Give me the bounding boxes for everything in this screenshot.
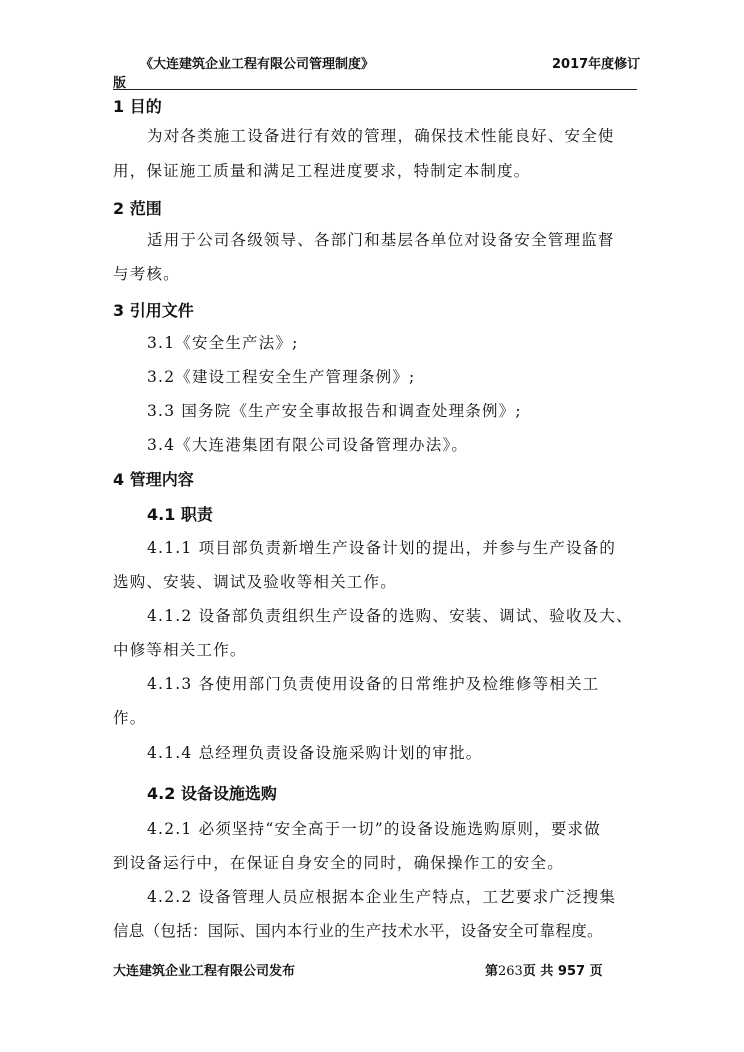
page-mid: 页 共: [522, 964, 554, 979]
paragraph-line: 适用于公司各级领导、各部门和基层各单位对设备安全管理监督: [147, 231, 615, 249]
page-prefix: 第: [485, 964, 499, 979]
paragraph-line: 选购、安装、调试及验收等相关工作。: [113, 573, 397, 591]
paragraph-line: 4.2.1 必须坚持“安全高于一切”的设备设施选购原则，要求做: [147, 820, 601, 838]
section-heading-management: 4 管理内容: [113, 470, 194, 489]
paragraph-line: 4.1.1 项目部负责新增生产设备计划的提出，并参与生产设备的: [147, 539, 617, 557]
header-edition: 2017年度修订: [552, 57, 641, 72]
footer-publisher: 大连建筑企业工程有限公司发布: [113, 964, 296, 979]
paragraph-line: 4.1.4 总经理负责设备设施采购计划的审批。: [147, 744, 483, 762]
paragraph-line: 作。: [113, 709, 147, 727]
reference-item: 3.2《建设工程安全生产管理条例》;: [147, 368, 416, 386]
paragraph-line: 4.2.2 设备管理人员应根据本企业生产特点，工艺要求广泛搜集: [147, 888, 617, 906]
footer-page-number: [485, 960, 603, 979]
reference-item: 3.3 国务院《生产安全事故报告和调查处理条例》;: [147, 402, 522, 420]
subsection-heading-duties: 4.1 职责: [147, 505, 213, 524]
header-edition-tail: 版: [113, 76, 127, 91]
paragraph-line: 用，保证施工质量和满足工程进度要求，特制定本制度。: [113, 162, 531, 180]
section-heading-scope: 2 范围: [113, 199, 162, 218]
reference-item: 3.4《大连港集团有限公司设备管理办法》。: [147, 436, 469, 454]
header-title: 《大连建筑企业工程有限公司管理制度》: [140, 57, 375, 72]
reference-item: 3.1《安全生产法》;: [147, 334, 299, 352]
paragraph-line: 4.1.3 各使用部门负责使用设备的日常维护及检维修等相关工: [147, 675, 600, 693]
paragraph-line: 4.1.2 设备部负责组织生产设备的选购、安装、调试、验收及大、: [147, 607, 633, 625]
page-suffix: 页: [589, 964, 603, 979]
paragraph-line: 与考核。: [113, 265, 180, 283]
paragraph-line: 信息（包括：国际、国内本行业的生产技术水平，设备安全可靠程度。: [113, 922, 603, 940]
section-heading-references: 3 引用文件: [113, 301, 194, 320]
header-rule: [113, 89, 637, 90]
current-page: 263: [498, 964, 523, 979]
section-heading-purpose: 1 目的: [113, 97, 162, 116]
subsection-heading-procurement: 4.2 设备设施选购: [147, 784, 277, 803]
paragraph-line: 中修等相关工作。: [113, 641, 247, 659]
paragraph-line: 为对各类施工设备进行有效的管理，确保技术性能良好、安全使: [147, 127, 615, 145]
total-pages: 957: [557, 964, 586, 979]
paragraph-line: 到设备运行中，在保证自身安全的同时，确保操作工的安全。: [113, 854, 564, 872]
